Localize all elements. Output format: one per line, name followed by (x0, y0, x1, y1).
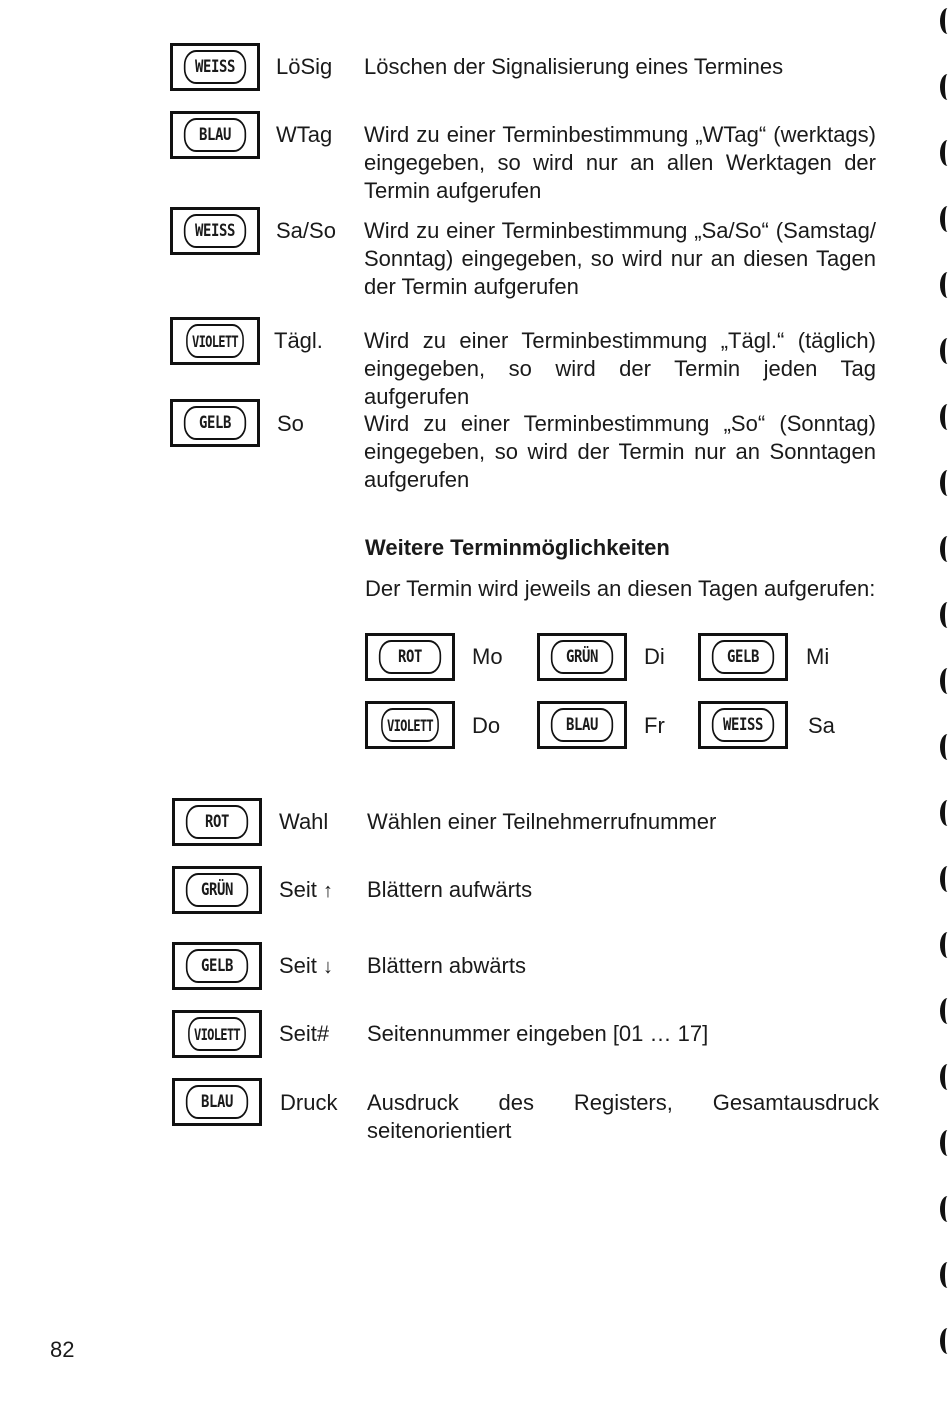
key-label: WEISS (712, 708, 774, 742)
command-abbr: Wahl (279, 809, 329, 834)
gelb-key (172, 942, 262, 990)
arrow-up-icon: ↑ (323, 880, 334, 902)
violett-key (365, 701, 455, 749)
day-label-do: Do (472, 713, 501, 738)
command-description: Löschen der Signalisierung eines Termines (364, 54, 784, 79)
binding-hole-mark (940, 1262, 950, 1288)
command-abbr: LöSig (276, 54, 333, 79)
gruen-key (172, 866, 262, 914)
binding-hole-mark (940, 668, 950, 694)
key-label: GRÜN (551, 640, 613, 674)
command-description: Ausdruck des Registers, Gesamtausdruck seitenorientiert (367, 1090, 879, 1143)
key-label: GELB (184, 406, 246, 440)
binding-hole-mark (940, 932, 950, 958)
binding-hole-mark (940, 866, 950, 892)
key-label: VIOLETT (188, 1017, 246, 1051)
key-label: VIOLETT (381, 708, 439, 742)
binding-hole-mark (940, 140, 950, 166)
binding-hole-mark (940, 998, 950, 1024)
command-abbr: Seit# (279, 1021, 330, 1046)
command-description: Wird zu einer Terminbestimmung „WTag“ (werktags) eingegeben, so wird nur an allen Werktagen der Termin aufgerufen (364, 122, 876, 203)
key-label: VIOLETT (186, 324, 244, 358)
binding-hole-mark (940, 734, 950, 760)
command-description: Wird zu einer Terminbestimmung „Tägl.“ (täglich) eingegeben, so wird der Termin jeden Tag aufgerufen (364, 328, 876, 409)
blau-key (172, 1078, 262, 1126)
gruen-key (537, 633, 627, 681)
key-label: BLAU (184, 118, 246, 152)
arrow-down-icon: ↓ (323, 956, 334, 978)
gelb-key (698, 633, 788, 681)
binding-hole-mark (940, 1196, 950, 1222)
binding-hole-mark (940, 602, 950, 628)
blau-key (170, 111, 260, 159)
day-label-sa: Sa (808, 713, 835, 738)
binding-hole-mark (940, 404, 950, 430)
weiss-key (170, 43, 260, 91)
key-label: GELB (712, 640, 774, 674)
key-label: ROT (379, 640, 441, 674)
section-heading: Weitere Terminmöglichkeiten (365, 535, 670, 560)
day-label-mi: Mi (806, 644, 830, 669)
command-abbr: WTag (276, 122, 333, 147)
key-label: WEISS (184, 214, 246, 248)
binding-hole-mark (940, 206, 950, 232)
abbr-text: Seit (279, 953, 317, 978)
command-description: Blättern abwärts (367, 953, 526, 978)
weiss-key (170, 207, 260, 255)
command-description: Wählen einer Teilnehmerrufnummer (367, 809, 717, 834)
binding-hole-mark (940, 1130, 950, 1156)
section-intro: Der Termin wird jeweils an diesen Tagen aufgerufen: (365, 576, 876, 601)
command-abbr (279, 876, 333, 905)
command-description: Wird zu einer Terminbestimmung „So“ (Sonntag) eingegeben, so wird der Termin nur an Sonntagen aufgerufen (364, 411, 876, 492)
violett-key (170, 317, 260, 365)
day-label-fr: Fr (644, 713, 665, 738)
binding-hole-mark (940, 74, 950, 100)
command-abbr: So (277, 411, 304, 436)
binding-hole-mark (940, 338, 950, 364)
rot-key (365, 633, 455, 681)
command-abbr: Tägl. (274, 328, 323, 353)
key-label: BLAU (186, 1085, 248, 1119)
command-abbr: Sa/So (276, 218, 336, 243)
page-number: 82 (50, 1337, 75, 1362)
binding-hole-mark (940, 8, 950, 34)
command-abbr (279, 952, 333, 981)
abbr-text: Seit (279, 877, 317, 902)
key-label: WEISS (184, 50, 246, 84)
key-label: GELB (186, 949, 248, 983)
violett-key (172, 1010, 262, 1058)
key-label: GRÜN (186, 873, 248, 907)
gelb-key (170, 399, 260, 447)
binding-hole-mark (940, 470, 950, 496)
binding-hole-mark (940, 1328, 950, 1354)
binding-hole-mark (940, 1064, 950, 1090)
binding-hole-mark (940, 272, 950, 298)
command-description: Wird zu einer Terminbestimmung „Sa/So“ (Samstag/ Sonntag) eingegeben, so wird nur an diesen Tagen der Termin aufgerufen (364, 218, 876, 299)
binding-hole-mark (940, 536, 950, 562)
rot-key (172, 798, 262, 846)
blau-key (537, 701, 627, 749)
command-description: Seitennummer eingeben [01 … 17] (367, 1021, 709, 1046)
command-abbr: Druck (280, 1090, 338, 1115)
binding-hole-mark (940, 800, 950, 826)
day-label-di: Di (644, 644, 665, 669)
day-label-mo: Mo (472, 644, 503, 669)
weiss-key (698, 701, 788, 749)
key-label: ROT (186, 805, 248, 839)
key-label: BLAU (551, 708, 613, 742)
command-description: Blättern aufwärts (367, 877, 533, 902)
